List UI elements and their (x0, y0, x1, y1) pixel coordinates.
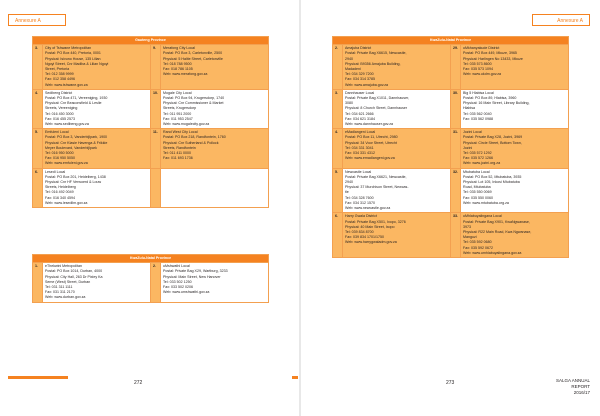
table-row (333, 213, 569, 258)
contact-line: Streets, Randfontein (163, 145, 196, 150)
municipality-name: Mogale City Local (163, 90, 192, 95)
contact-line: Streets, Heidelberg (45, 185, 76, 190)
entry-number: 31. (451, 129, 461, 168)
contact-line: Physical: Cnr Beaconsfield & Leslie (45, 101, 102, 106)
contact-line: Fax: 011 953 2547 (163, 116, 193, 121)
table-row (33, 129, 269, 168)
contact-line: Web: www.ukdm.gov.za (463, 72, 502, 77)
contact-line: Fax: 012 358 4496 (45, 77, 75, 82)
table-section-header: Gauteng Province (33, 37, 269, 45)
contact-line: Physical: 16 Main Street, Library Building, (463, 101, 530, 106)
contact-line: Physical: R22 Main Road, Kwa Ngwanase, (463, 229, 532, 234)
entry-number: 3. (333, 89, 343, 128)
report-year: 2016/17 (573, 390, 590, 395)
kzn-directory-table-left (32, 254, 269, 303)
entry-number: 10. (151, 89, 161, 128)
contact-line: Physical: City Hall, 263 Dr Pixley Ka (45, 274, 103, 279)
municipality-name: Dannhauser Local (345, 90, 375, 95)
entry-cell (161, 45, 269, 90)
municipality-name: uMhlabuyalingana Local (463, 214, 502, 219)
contact-line: Tel: 039 834 8700 (345, 229, 374, 234)
table-row (333, 45, 569, 90)
contact-line: Fax: 034 312 1570 (345, 200, 375, 205)
contact-line: Web: www.newcastle.gov.za (345, 206, 391, 211)
entry-number: 6. (33, 168, 43, 207)
contact-line: Web: www.sedibeng.gov.za (45, 122, 89, 127)
entry-cell (343, 213, 451, 258)
contact-line: Fax: 035 572 1266 (463, 156, 493, 161)
contact-line: Web: www.durban.gov.za (45, 295, 86, 300)
entry-cell (461, 45, 569, 90)
contact-line: Physical: 40 Main Street, Ixopo (345, 224, 395, 229)
contact-line: Physical: Cnr Sutherland & Pollock (163, 140, 219, 145)
entry-cell (343, 168, 451, 213)
entry-number: 32. (451, 168, 461, 213)
contact-line: 3080 (345, 101, 353, 106)
entry-cell (43, 89, 151, 128)
table-row (333, 89, 569, 128)
entry-number: 2. (151, 263, 161, 302)
entry-cell (461, 213, 569, 258)
contact-line: Hlabisa (463, 106, 475, 111)
entry-cell (461, 168, 569, 213)
page-gutter (299, 0, 301, 416)
annexure-tag-right: Annexure A (532, 14, 590, 26)
entry-number: 5. (33, 129, 43, 168)
municipality-name: Amajuba District (345, 46, 372, 51)
municipality-name: Big 5 Hlabisa Local (463, 90, 494, 95)
contact-line: Fax: 016 950 5050 (45, 156, 75, 161)
entry-cell (461, 89, 569, 128)
page-number-right: 273 (446, 380, 455, 386)
kzn-directory-table-right (332, 36, 569, 258)
contact-line: Postal: Private Bag X6615, Newcastle, (345, 51, 407, 56)
annexure-tag-left: Annexure A (8, 14, 66, 26)
contact-line: Streets, Vereeniging (45, 106, 78, 111)
contact-line: Madadeni (345, 67, 361, 72)
contact-line: tle (345, 190, 349, 195)
contact-line: Web: www.harrygwaladm.gov.za (345, 240, 397, 245)
contact-line: Jozini (463, 145, 473, 150)
contact-line: Physical: Isivuno House, 135 Lilian (45, 56, 101, 61)
contact-line: Postal: PO Box 3, Vanderbijlpark, 1900 (45, 135, 108, 140)
contact-line: Postal: Private Bag X1011, Dannhauser, (345, 96, 410, 101)
contact-line: Seme (West) Street, Durban (45, 279, 91, 284)
contact-line: Tel: 035 562 0040 (463, 111, 492, 116)
municipality-name: Rand West City Local (163, 130, 198, 135)
contact-line: Postal: PO Box 52, Mtubatuba, 3935 (463, 174, 522, 179)
contact-line: Postal: Private Bag X29, Wartburg, 3233 (163, 269, 228, 274)
contact-line: Postal: PO Box 11, Utrecht, 2980 (345, 135, 398, 140)
gauteng-directory-table (32, 36, 269, 208)
contact-line: Postal: PO Box 449, Mkuze, 3965 (463, 51, 517, 56)
contact-line: Web: www.amajuba.gov.za (345, 82, 389, 87)
contact-line: Fax: 034 314 3785 (345, 77, 375, 82)
contact-line: Fax: 034 331 4312 (345, 151, 375, 156)
table-row (33, 168, 269, 207)
municipality-name: eMadlangeni Local (345, 130, 376, 135)
contact-line: Physical: Cnr HF Verwoerd & Louw (45, 180, 102, 185)
contact-line: Fax: 011 693 1736 (163, 156, 193, 161)
contact-line: Web: www.emfuleni.gov.za (45, 161, 88, 166)
contact-line: Tel: 031 311 1111 (45, 285, 73, 290)
entry-cell (43, 45, 151, 90)
contact-line: Postal: Private Bag X6621, Newcastle, (345, 174, 407, 179)
entry-cell (161, 129, 269, 168)
contact-line: Tel: 016 450 3000 (45, 111, 74, 116)
contact-line: Web: www.umhlabuyalingana.gov.za (463, 250, 522, 255)
contact-line: Tel: 034 328 7600 (345, 195, 374, 200)
contact-line: Postal: PO Box 218, Randfontein, 1760 (163, 135, 226, 140)
table-section-header: KwaZulu-Natal Province (33, 255, 269, 263)
entry-cell (161, 168, 269, 207)
contact-line: Tel: 035 550 0069 (463, 190, 492, 195)
contact-line: Web: www.mogalecity.gov.za (163, 122, 210, 127)
contact-line: Streets, Krugersdorp (163, 106, 197, 111)
contact-line: Tel: 034 331 3041 (345, 145, 374, 150)
contact-line: Physical: 34 Voor Street, Utrecht (345, 140, 397, 145)
contact-line: Fax: 035 573 1094 (463, 67, 493, 72)
contact-line: Physical: B9356 Amajuba Building, (345, 61, 401, 66)
entry-number: 33. (451, 213, 461, 258)
contact-line: Road, Mtubatuba (463, 185, 491, 190)
contact-line: Web: www.dannhauser.gov.za (345, 122, 394, 127)
contact-line: Postal: PO Box 471, Vereeniging, 1930 (45, 96, 108, 101)
contact-line: Web: www.lesedilm.gov.za (45, 200, 88, 205)
municipality-name: Newcastle Local (345, 169, 372, 174)
entry-cell (461, 129, 569, 168)
entry-number: 1. (33, 263, 43, 302)
municipality-name: Emfuleni Local (45, 130, 69, 135)
municipality-name: City of Tshwane Metropolitan (45, 46, 92, 51)
contact-line: Tel: 035 572 1292 (463, 151, 492, 156)
contact-line: Fax: 016 340 4594 (45, 195, 75, 200)
entry-number: 9. (151, 45, 161, 90)
entry-cell (161, 263, 269, 302)
contact-line: Physical: 5 Halite Street, Carletonville (163, 56, 223, 61)
contact-line: Web: www.tshwane.gov.za (45, 82, 88, 87)
contact-line: Meyer Boulevard, Vanderbijlpark (45, 145, 97, 150)
municipality-name: Mtubatuba Local (463, 169, 490, 174)
entry-cell (43, 129, 151, 168)
entry-cell (343, 89, 451, 128)
contact-line: Physical: Circle Street, Bottom Town, (463, 140, 522, 145)
entry-number: 3. (33, 45, 43, 90)
municipality-name: Harry Gwala District (345, 214, 377, 219)
municipality-name: Jozini Local (463, 130, 482, 135)
contact-line: Postal: Private Bag X501, Ixopo, 3276 (345, 219, 406, 224)
entry-number (151, 168, 161, 207)
municipality-name: Sedibeng District (45, 90, 73, 95)
contact-line: Fax: 035 562 0988 (463, 116, 493, 121)
contact-line: Tel: 035 573 8600 (463, 61, 492, 66)
contact-line: Web: www.emadlangeni.gov.za (345, 156, 395, 161)
table-row (33, 89, 269, 128)
contact-line: Fax: 035 550 0060 (463, 195, 493, 200)
contact-line: Tel: 011 951 2000 (163, 111, 192, 116)
contact-line: 2940 (345, 180, 353, 185)
entry-number: 2. (333, 45, 343, 90)
contact-line: Web: www.umshwathi.gov.za (163, 290, 210, 295)
contact-line: 2940 (345, 56, 353, 61)
contact-line: Postal: PO Box 1014, Durban, 4000 (45, 269, 103, 274)
contact-line: Web: www.merafong.gov.za (163, 72, 208, 77)
contact-line: Tel: 035 592 0680 (463, 240, 492, 245)
municipality-name: uMkhanyakude District (463, 46, 500, 51)
contact-line: Ngoyi Street, Cnr Madiba & Lilian Ngoyi (45, 61, 109, 66)
report-title-block (550, 378, 590, 396)
contact-line: Manguzi (463, 235, 477, 240)
entry-cell (343, 45, 451, 90)
entry-cell (343, 129, 451, 168)
contact-line: Postal: PO Box 94, Krugersdorp, 1740 (163, 96, 225, 101)
contact-line: Tel: 011 411 0000 (163, 151, 192, 156)
municipality-name: Merafong City Local (163, 46, 195, 51)
table-row (33, 45, 269, 90)
contact-line: Physical: 37 Murchison Street, Newcas- (345, 185, 409, 190)
contact-line: Physical: Harlingen No 13433, Mkuze (463, 56, 523, 61)
contact-line: Tel: 034 621 2666 (345, 111, 374, 116)
contact-line: Physical: 8 Church Street, Dannhauser (345, 106, 408, 111)
entry-cell (161, 89, 269, 128)
contact-line: Physical: Lot 105, Inkosi Mtubatuba (463, 180, 520, 185)
entry-number: 29. (451, 45, 461, 90)
contact-line: Fax: 016 455 2573 (45, 116, 75, 121)
municipality-name: uMshwathi Local (163, 264, 190, 269)
entry-number: 5. (333, 168, 343, 213)
contact-line: Tel: 012 358 9999 (45, 72, 74, 77)
municipality-name: Lesedi Local (45, 169, 66, 174)
contact-line: Physical: Main Street, New Hanover (163, 274, 221, 279)
table-row (333, 168, 569, 213)
contact-line: Postal: Private Bag X901, KwaNgwanase, (463, 219, 530, 224)
table-row (333, 129, 569, 168)
contact-line: Tel: 016 950 5000 (45, 151, 74, 156)
contact-line: Physical: Cnr Commissioner & Market (163, 101, 224, 106)
contact-line: Web: www.jozini.org.za (463, 161, 501, 166)
contact-line: Web: www.mtubatuba.org.za (463, 200, 509, 205)
footer-accent-left (8, 376, 68, 379)
contact-line: Physical: Cnr Klasie Havenga & Frikkie (45, 140, 108, 145)
contact-line: Fax: 034 621 3184 (345, 116, 375, 121)
entry-number: 6. (333, 213, 343, 258)
footer-accent-mid (292, 376, 298, 379)
contact-line: Fax: 039 834 1701/1750 (345, 235, 384, 240)
contact-line: Tel: 033 502 1250 (163, 279, 192, 284)
municipality-name: eThekwini Metropolitan (45, 264, 82, 269)
contact-line: Fax: 035 592 0672 (463, 245, 493, 250)
entry-number: 30. (451, 89, 461, 128)
contact-line: 3973 (463, 224, 471, 229)
entry-number: 4. (333, 129, 343, 168)
contact-line: Postal: Private Bag X28, Jozini, 3969 (463, 135, 523, 140)
entry-number: 11. (151, 129, 161, 168)
contact-line: Postal: PO Box 89, Hlabisa, 3960 (463, 96, 517, 101)
contact-line: Fax: 033 502 0206 (163, 285, 193, 290)
contact-line: Fax: 018 786 1105 (163, 67, 193, 72)
contact-line: Tel: 016 492 0049 (45, 190, 74, 195)
table-row (33, 263, 269, 302)
entry-number: 4. (33, 89, 43, 128)
entry-cell (43, 263, 151, 302)
page-number-left: 272 (134, 380, 143, 386)
contact-line: Street, Pretoria (45, 67, 70, 72)
contact-line: Postal: PO Box 440, Pretoria, 0001 (45, 51, 101, 56)
entry-cell (43, 168, 151, 207)
table-section-header: KwaZulu-Natal Province (333, 37, 569, 45)
report-title: SALGA ANNUAL REPORT (555, 378, 590, 389)
contact-line: Postal: PO Box 3, Carletonville, 2500 (163, 51, 223, 56)
contact-line: Tel: 034 329 7200 (345, 72, 374, 77)
contact-line: Tel: 018 788 9500 (163, 61, 192, 66)
contact-line: Fax: 031 311 2170 (45, 290, 75, 295)
contact-line: Postal: PO Box 201, Heidelberg, 1438 (45, 174, 106, 179)
